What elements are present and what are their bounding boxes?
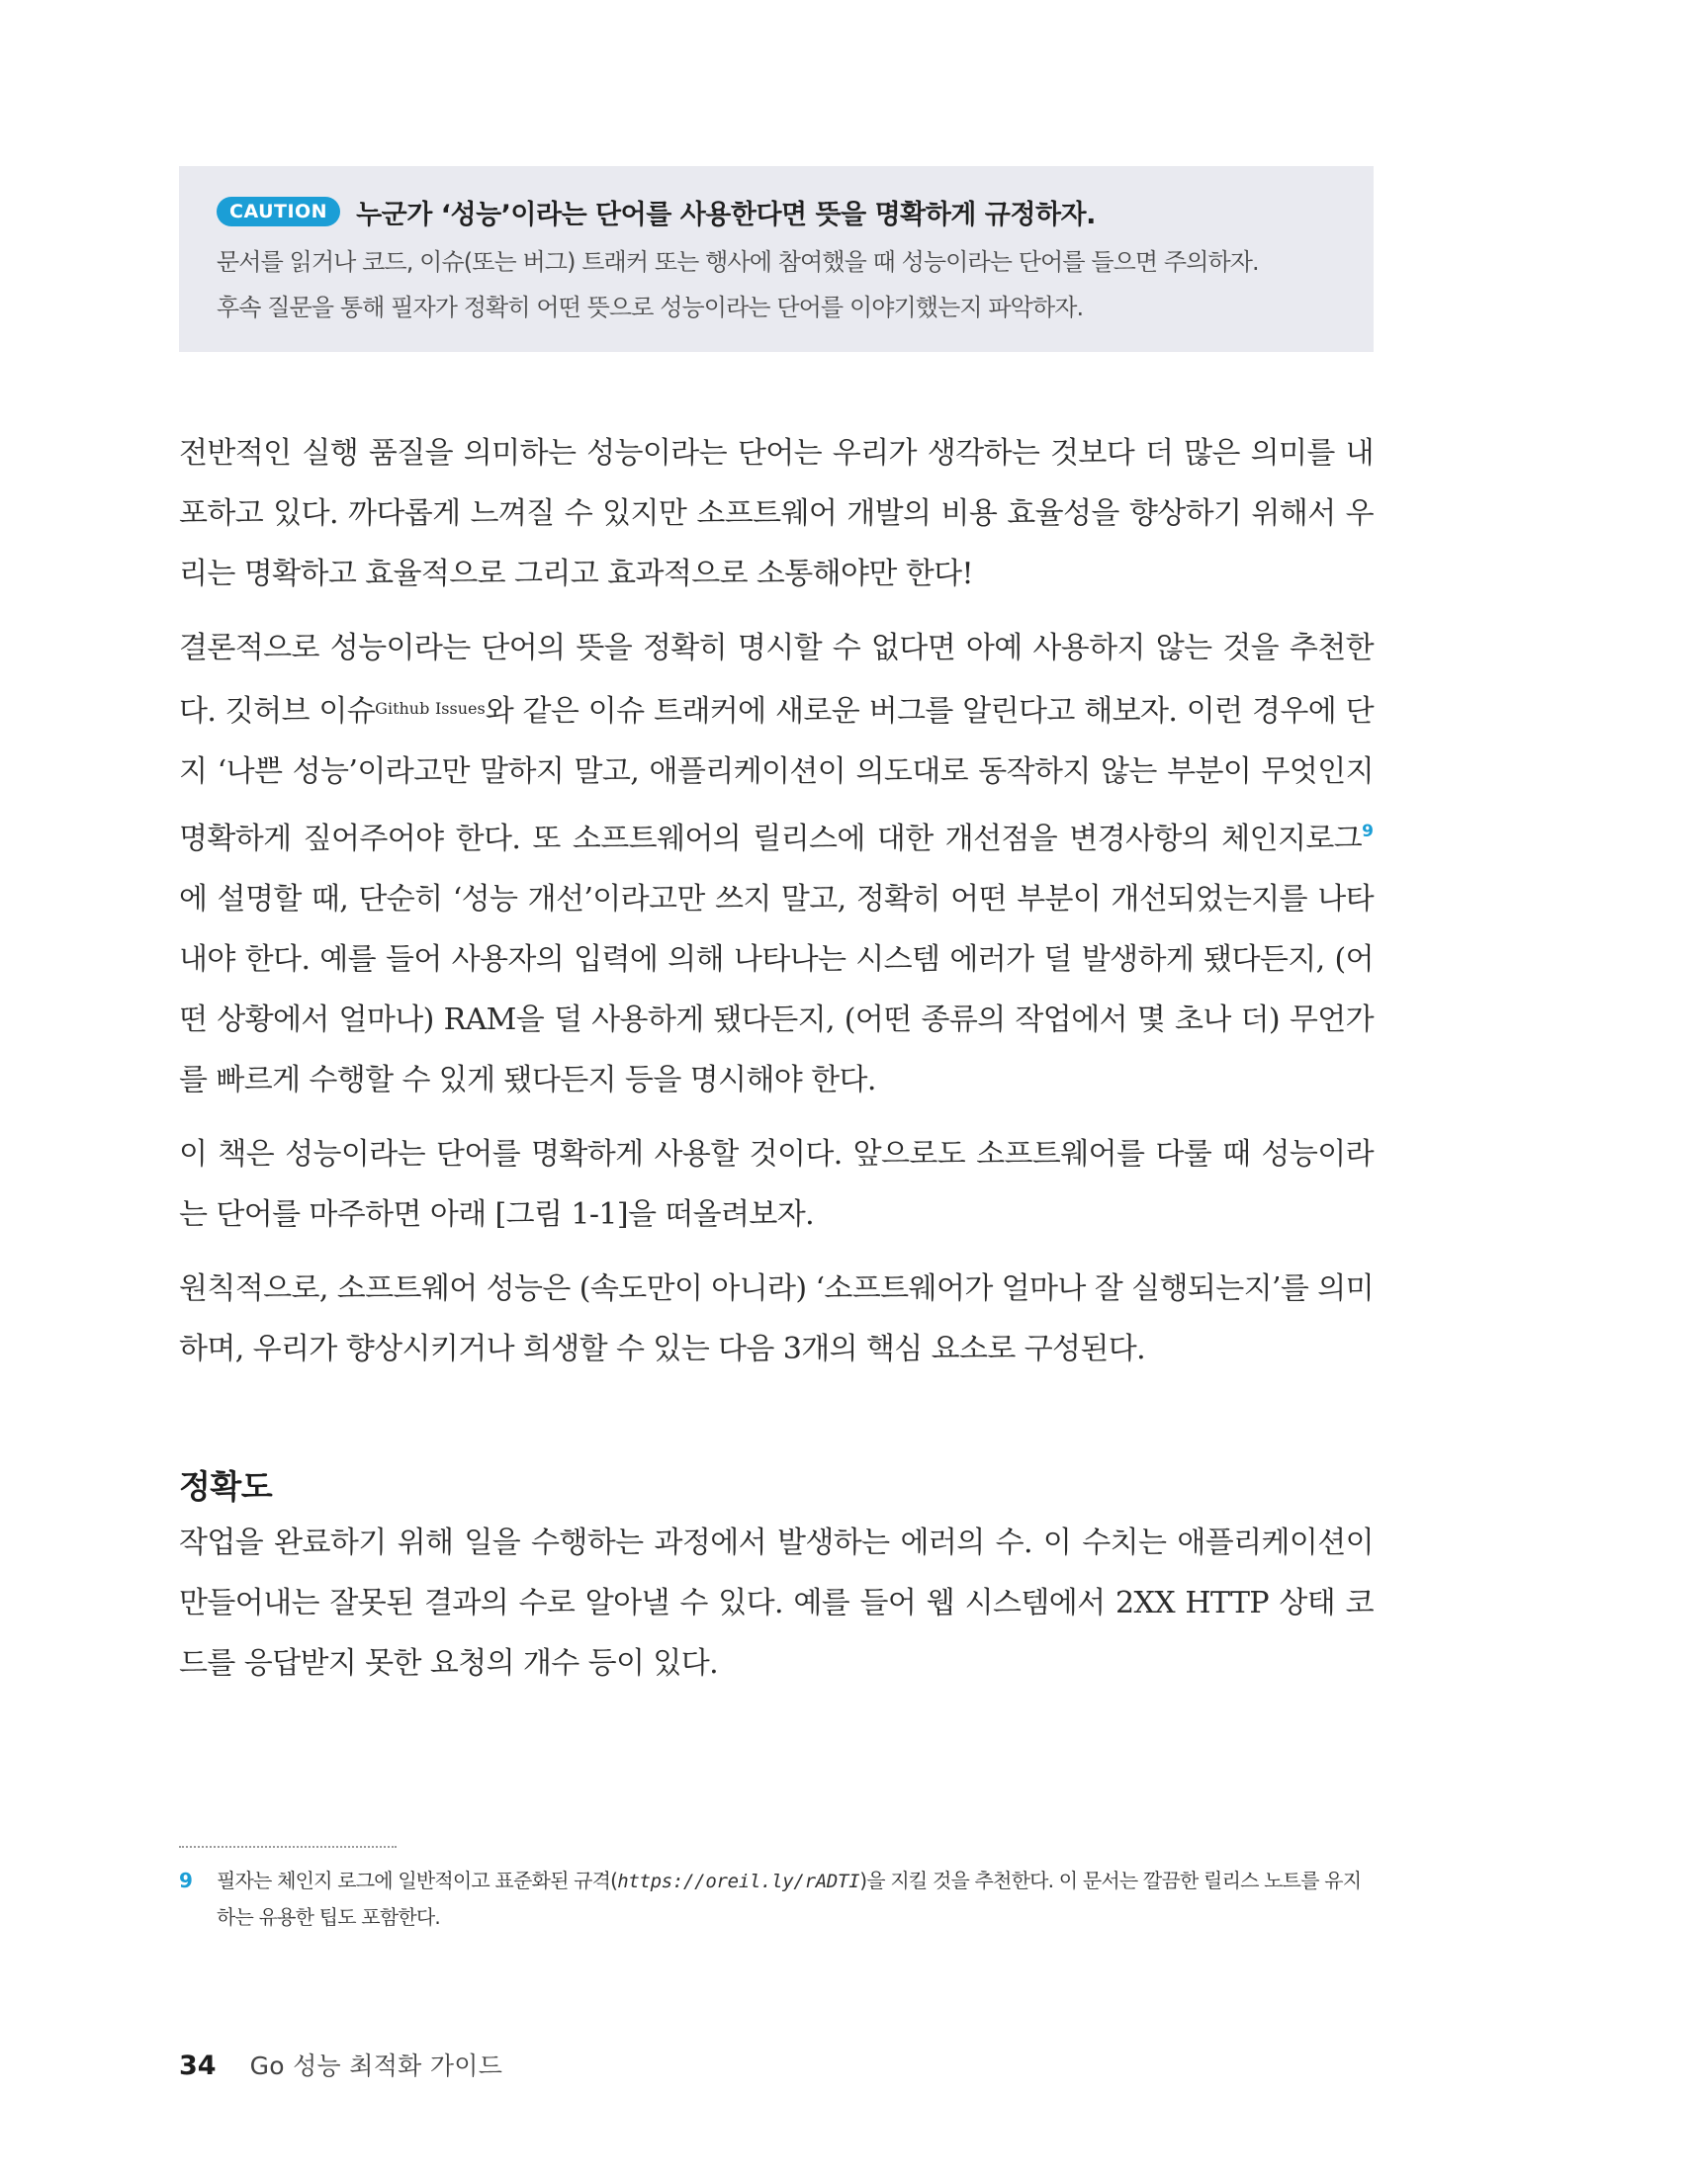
caution-header <box>217 188 1338 235</box>
paragraph-text: 와 같은 이슈 트래커에 새로운 버그를 알린다고 해보자. 이런 경우에 단지 ‘나쁜 성능’이라고만 말하지 말고, 애플리케이션이 의도대로 동작하지 않는 부분이 무엇인지 명확하게 짚어주어야 한다. 또 소프트웨어의 릴리스에 대한 개선점을 변경사항의 체인지로그 <box>179 694 1375 856</box>
section-heading: 정확도 <box>179 1467 273 1506</box>
paragraph-text: 에 설명할 때, 단순히 ‘성능 개선’이라고만 쓰지 말고, 정확히 어떤 부분이 개선되었는지를 나타내야 한다. 예를 들어 사용자의 입력에 의해 나타나는 시스템 에러가 덜 발생하게 됐다든지, (어떤 상황에서 얼마나) RAM을 덜 사용하게 됐다든지, (어떤 종류의 작업에서 몇 초나 더) 무언가를 빠르게 수행할 수 있게 됐다든지 등을 명시해야 한다. <box>179 882 1374 1097</box>
page-number: 34 <box>179 2051 217 2081</box>
caution-line: 문서를 읽거나 코드, 이슈(또는 버그) 트래커 또는 행사에 참여했을 때 성능이라는 단어를 들으면 주의하자. <box>217 248 1259 276</box>
footnote-separator <box>179 1846 397 1848</box>
paragraph: 원칙적으로, 소프트웨어 성능은 (속도만이 아니라) ‘소프트웨어가 얼마나 잘 실행되는지’를 의미하며, 우리가 향상시키거나 희생할 수 있는 다음 3개의 핵심 요소로 구성된다. <box>179 1271 1374 1366</box>
footnote-link[interactable]: https://oreil.ly/rADTI <box>617 1871 860 1892</box>
main-text <box>179 423 1374 1393</box>
footnote-text <box>217 1863 1376 1935</box>
paragraph-text: 결론적으로 성능이라는 단어의 뜻을 정확히 명시할 수 없다면 아예 사용하지 않는 것을 추천한다. 깃허브 이슈 <box>179 631 1374 729</box>
book-title: Go 성능 최적화 가이드 <box>249 2052 503 2080</box>
caution-box <box>179 166 1374 352</box>
section-body <box>179 1513 1374 1707</box>
paragraph <box>179 618 1374 1110</box>
caution-line: 후속 질문을 통해 필자가 정확히 어떤 뜻으로 성능이라는 단어를 이야기했는지 파악하자. <box>217 294 1084 321</box>
footnote-text-part: )을 지킬 것을 추천한다. 이 문서는 깔끔한 릴리스 노트를 유지하는 유용한 팁도 포함한다. <box>217 1869 1362 1929</box>
paragraph: 작업을 완료하기 위해 일을 수행하는 과정에서 발생하는 에러의 수. 이 수치는 애플리케이션이 만들어내는 잘못된 결과의 수로 알아낼 수 있다. 예를 들어 웹 시스템에서 2XX HTTP 상태 코드를 응답받지 못한 요청의 개수 등이 있다. <box>179 1526 1374 1681</box>
caution-title: 누군가 ‘성능’이라는 단어를 사용한다면 뜻을 명확하게 규정하자. <box>356 199 1096 230</box>
paragraph: 전반적인 실행 품질을 의미하는 성능이라는 단어는 우리가 생각하는 것보다 더 많은 의미를 내포하고 있다. 까다롭게 느껴질 수 있지만 소프트웨어 개발의 비용 효율성을 향상하기 위해서 우리는 명확하고 효율적으로 그리고 효과적으로 소통해야만 한다! <box>179 436 1374 591</box>
footnote <box>179 1863 1376 1935</box>
caution-badge: CAUTION <box>217 197 340 227</box>
footnote-number: 9 <box>179 1869 193 1892</box>
paragraph: 이 책은 성능이라는 단어를 명확하게 사용할 것이다. 앞으로도 소프트웨어를 다룰 때 성능이라는 단어를 마주하면 아래 [그림 1-1]을 떠올려보자. <box>179 1137 1374 1232</box>
english-term-note: Github Issues <box>375 699 486 718</box>
footnote-text-part: 필자는 체인지 로그에 일반적이고 표준화된 규격( <box>217 1869 618 1892</box>
footnote-reference[interactable]: 9 <box>1362 822 1374 841</box>
page-footer <box>179 2047 502 2082</box>
